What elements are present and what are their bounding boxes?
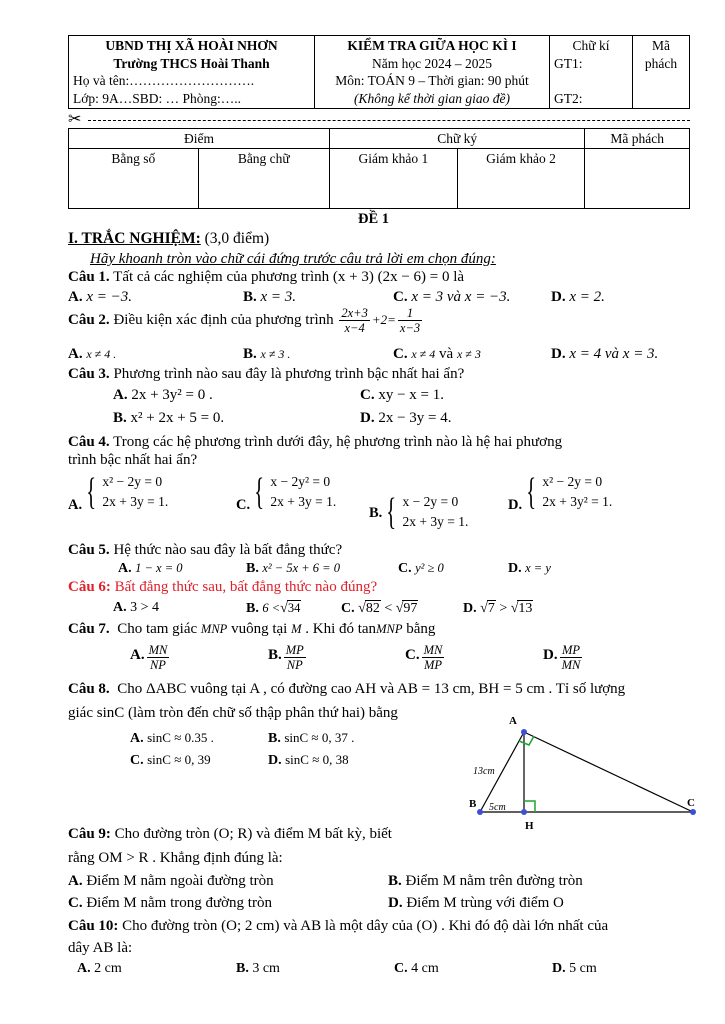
header-name-field: Họ và tên:……………………….: [73, 73, 255, 88]
q7-option-b: B. $\frac{MP}{NP}$: [268, 643, 304, 672]
q8-option-c: C. sinC ≈ 0, 39: [130, 752, 211, 768]
q6-option-d: D. √7 > √13: [463, 601, 533, 616]
q6-text: Bất đẳng thức sau, bất đẳng thức nào đúng?: [114, 579, 378, 595]
q9-option-b: B. Điểm M nằm trên đường tròn: [388, 873, 583, 889]
q8-label: Câu 8.: [68, 681, 110, 697]
q3-text: Phương trình nào sau đây là phương trình bậc nhất hai ẩn?: [113, 366, 465, 382]
side-ac: [524, 732, 693, 812]
q1-option-a: A. x = −3.: [68, 289, 132, 305]
question-8: [68, 681, 625, 698]
q10-label: Câu 10:: [68, 918, 119, 934]
question-4: [68, 434, 562, 451]
examiner2-cell: Giám khảo 2: [457, 149, 585, 209]
q4-text-line2: trình bậc nhất hai ẩn?: [68, 452, 198, 468]
q4-option-a: A. { x² − 2y = 0 2x + 3y = 1.: [68, 471, 169, 514]
q9-option-c: C. Điểm M nằm trong đường tròn: [68, 895, 272, 911]
label-c: C: [687, 797, 695, 809]
examiner1-cell: Giám khảo 1: [330, 149, 458, 209]
label-b: B: [469, 798, 477, 810]
question-1: [68, 269, 464, 286]
q8-option-d: D. sinC ≈ 0, 38: [268, 752, 349, 768]
q8-text-line1: Cho ΔABC vuông tại A , có đường cao AH và AB = 13 cm, BH = 5 cm . Tỉ số lượng: [117, 681, 626, 697]
phach-label: phách: [644, 55, 678, 71]
q5-text: Hệ thức nào sau đây là bất đẳng thức?: [113, 542, 343, 558]
q4-label: Câu 4.: [68, 434, 110, 450]
q8-option-a: A. sinC ≈ 0.35 .: [130, 730, 214, 746]
code-header: Mã phách: [585, 129, 690, 149]
section-points: (3,0 điểm): [204, 230, 270, 247]
q2-option-b: B. x ≠ 3 .: [243, 346, 291, 362]
q9-text-line1: Cho đường tròn (O; R) và điểm M bất kỳ, biết: [114, 826, 392, 842]
q3-option-c: C. xy − x = 1.: [360, 387, 445, 403]
question-2: [68, 306, 424, 335]
q2-text: Điều kiện xác định của phương trình: [113, 311, 334, 328]
q4-option-c: C. { x − 2y² = 0 2x + 3y = 1.: [236, 471, 337, 514]
section-instruction: Hãy khoanh tròn vào chữ cái đứng trước câu trả lời em chọn đúng:: [90, 251, 496, 267]
header-authority: UBND THỊ XÃ HOÀI NHƠN: [105, 38, 278, 53]
q1-label: Câu 1.: [68, 269, 110, 285]
q8-option-b: B. sinC ≈ 0, 37 .: [268, 730, 355, 746]
q5-option-a: A. 1 − x = 0: [118, 561, 183, 576]
q3-option-d: D. 2x − 3y = 4.: [360, 410, 452, 426]
q9-option-a: A. Điểm M nằm ngoài đường tròn: [68, 873, 274, 889]
gt2-label: GT2:: [554, 90, 583, 106]
signature-label: Chữ kí: [572, 38, 610, 53]
point-b: [477, 809, 483, 815]
q2-fraction-1: $\frac{2x+3}{x-4}$: [341, 306, 368, 335]
code-label: Mã: [652, 38, 670, 53]
q2-option-a: A. x ≠ 4 .: [68, 346, 117, 362]
exam-title: KIỂM TRA GIỮA HỌC KÌ I: [347, 38, 517, 53]
header-center-cell: [315, 36, 550, 109]
header-code-cell: [633, 36, 690, 109]
q6-label: Câu 6:: [68, 579, 111, 595]
q6-option-b: B. 6 <√34: [246, 601, 301, 616]
score-words-cell: Bằng chữ: [198, 149, 329, 209]
question-6: [68, 579, 377, 596]
label-a: A: [509, 715, 517, 727]
q3-option-a: A. 2x + 3y² = 0 .: [113, 387, 213, 403]
exam-code: ĐỀ 1: [358, 211, 390, 227]
q2-middle: +2=: [371, 311, 396, 327]
cut-line: [68, 112, 690, 128]
score-table: [68, 128, 690, 209]
q5-option-b: B. x² − 5x + 6 = 0: [246, 561, 340, 576]
score-header: Điểm: [69, 129, 330, 149]
q10-option-d: D. 5 cm: [552, 961, 597, 976]
score-number-cell: Bằng số: [69, 149, 199, 209]
signature-header: Chữ ký: [330, 129, 585, 149]
question-3: [68, 366, 464, 383]
label-bh-length: 5cm: [489, 802, 506, 813]
header-signature-cell: [550, 36, 633, 109]
question-10: [68, 918, 608, 935]
section-title: [68, 230, 269, 248]
q7-label: Câu 7.: [68, 621, 110, 637]
q4-option-d: D. { x² − 2y = 0 2x + 3y² = 1.: [508, 471, 613, 514]
q7-option-a: A. $\frac{MN}{NP}$: [130, 643, 168, 672]
header-class-field: Lớp: 9A…SBD: … Phòng:…..: [73, 90, 242, 106]
subject-line: Môn: TOÁN 9 – Thời gian: 90 phút: [335, 73, 529, 88]
question-7: Câu 7. Cho tam giác MNP vuông tại M . Khi đó tanMNP bằng: [68, 621, 436, 637]
q10-option-a: A. 2 cm: [77, 961, 122, 976]
q2-label: Câu 2.: [68, 311, 110, 328]
question-9: [68, 826, 392, 843]
q5-option-c: C. y² ≥ 0: [398, 561, 444, 576]
q9-label: Câu 9:: [68, 826, 111, 842]
q5-label: Câu 5.: [68, 542, 110, 558]
q6-option-a: A. 3 > 4: [113, 600, 160, 615]
q7-option-d: D. $\frac{MP}{MN}$: [543, 643, 581, 672]
point-c: [690, 809, 696, 815]
q6-option-c: C. √82 < √97: [341, 601, 418, 616]
school-year: Năm học 2024 – 2025: [372, 55, 492, 71]
q10-text-line1: Cho đường tròn (O; 2 cm) và AB là một dây của (O) . Khi đó độ dài lớn nhất của: [122, 918, 609, 934]
point-a: [521, 729, 527, 735]
q4-text-line1: Trong các hệ phương trình dưới đây, hệ phương trình nào là hệ hai phương: [113, 434, 563, 450]
header-school: Trường THCS Hoài Thanh: [113, 55, 270, 71]
question-5: [68, 542, 342, 559]
q2-option-c: C. x ≠ 4 và x ≠ 3: [393, 346, 481, 362]
q9-text-line2: rằng OM > R . Khẳng định đúng là:: [68, 850, 283, 866]
q10-option-c: C. 4 cm: [394, 961, 439, 976]
q3-label: Câu 3.: [68, 366, 110, 382]
point-h: [521, 809, 527, 815]
q9-option-d: D. Điểm M trùng với điểm O: [388, 895, 564, 911]
q4-option-b: B. { x − 2y = 0 2x + 3y = 1.: [369, 491, 469, 533]
header-left-cell: [69, 36, 315, 109]
gt1-label: GT1:: [554, 55, 583, 71]
code-cell: [585, 149, 690, 209]
q1-option-c: C. x = 3 và x = −3.: [393, 289, 511, 305]
exam-header-table: [68, 35, 690, 109]
q1-option-b: B. x = 3.: [243, 289, 297, 305]
q7-option-c: C. $\frac{MN}{MP}$: [405, 643, 443, 672]
label-h: H: [525, 820, 534, 832]
q1-text: Tất cả các nghiệm của phương trình (x + 3) (2x − 6) = 0 là: [113, 269, 465, 285]
q2-fraction-2: $\frac{1}{x-3}$: [399, 306, 421, 335]
q8-text-line2: giác sinC (làm tròn đến chữ số thập phân thứ hai) bằng: [68, 705, 398, 721]
q10-option-b: B. 3 cm: [236, 961, 280, 976]
triangle-figure: [465, 712, 705, 837]
q5-option-d: D. x = y: [508, 561, 551, 576]
section-heading: I. TRẮC NGHIỆM:: [68, 230, 201, 247]
q10-text-line2: dây AB là:: [68, 940, 133, 956]
label-ab-length: 13cm: [473, 766, 495, 777]
q2-option-d: D. x = 4 và x = 3.: [551, 346, 659, 362]
q3-option-b: B. x² + 2x + 5 = 0.: [113, 410, 225, 426]
time-note: (Không kể thời gian giao đề): [353, 90, 511, 106]
q1-option-d: D. x = 2.: [551, 289, 605, 305]
scissors-icon: ✂: [68, 111, 82, 128]
